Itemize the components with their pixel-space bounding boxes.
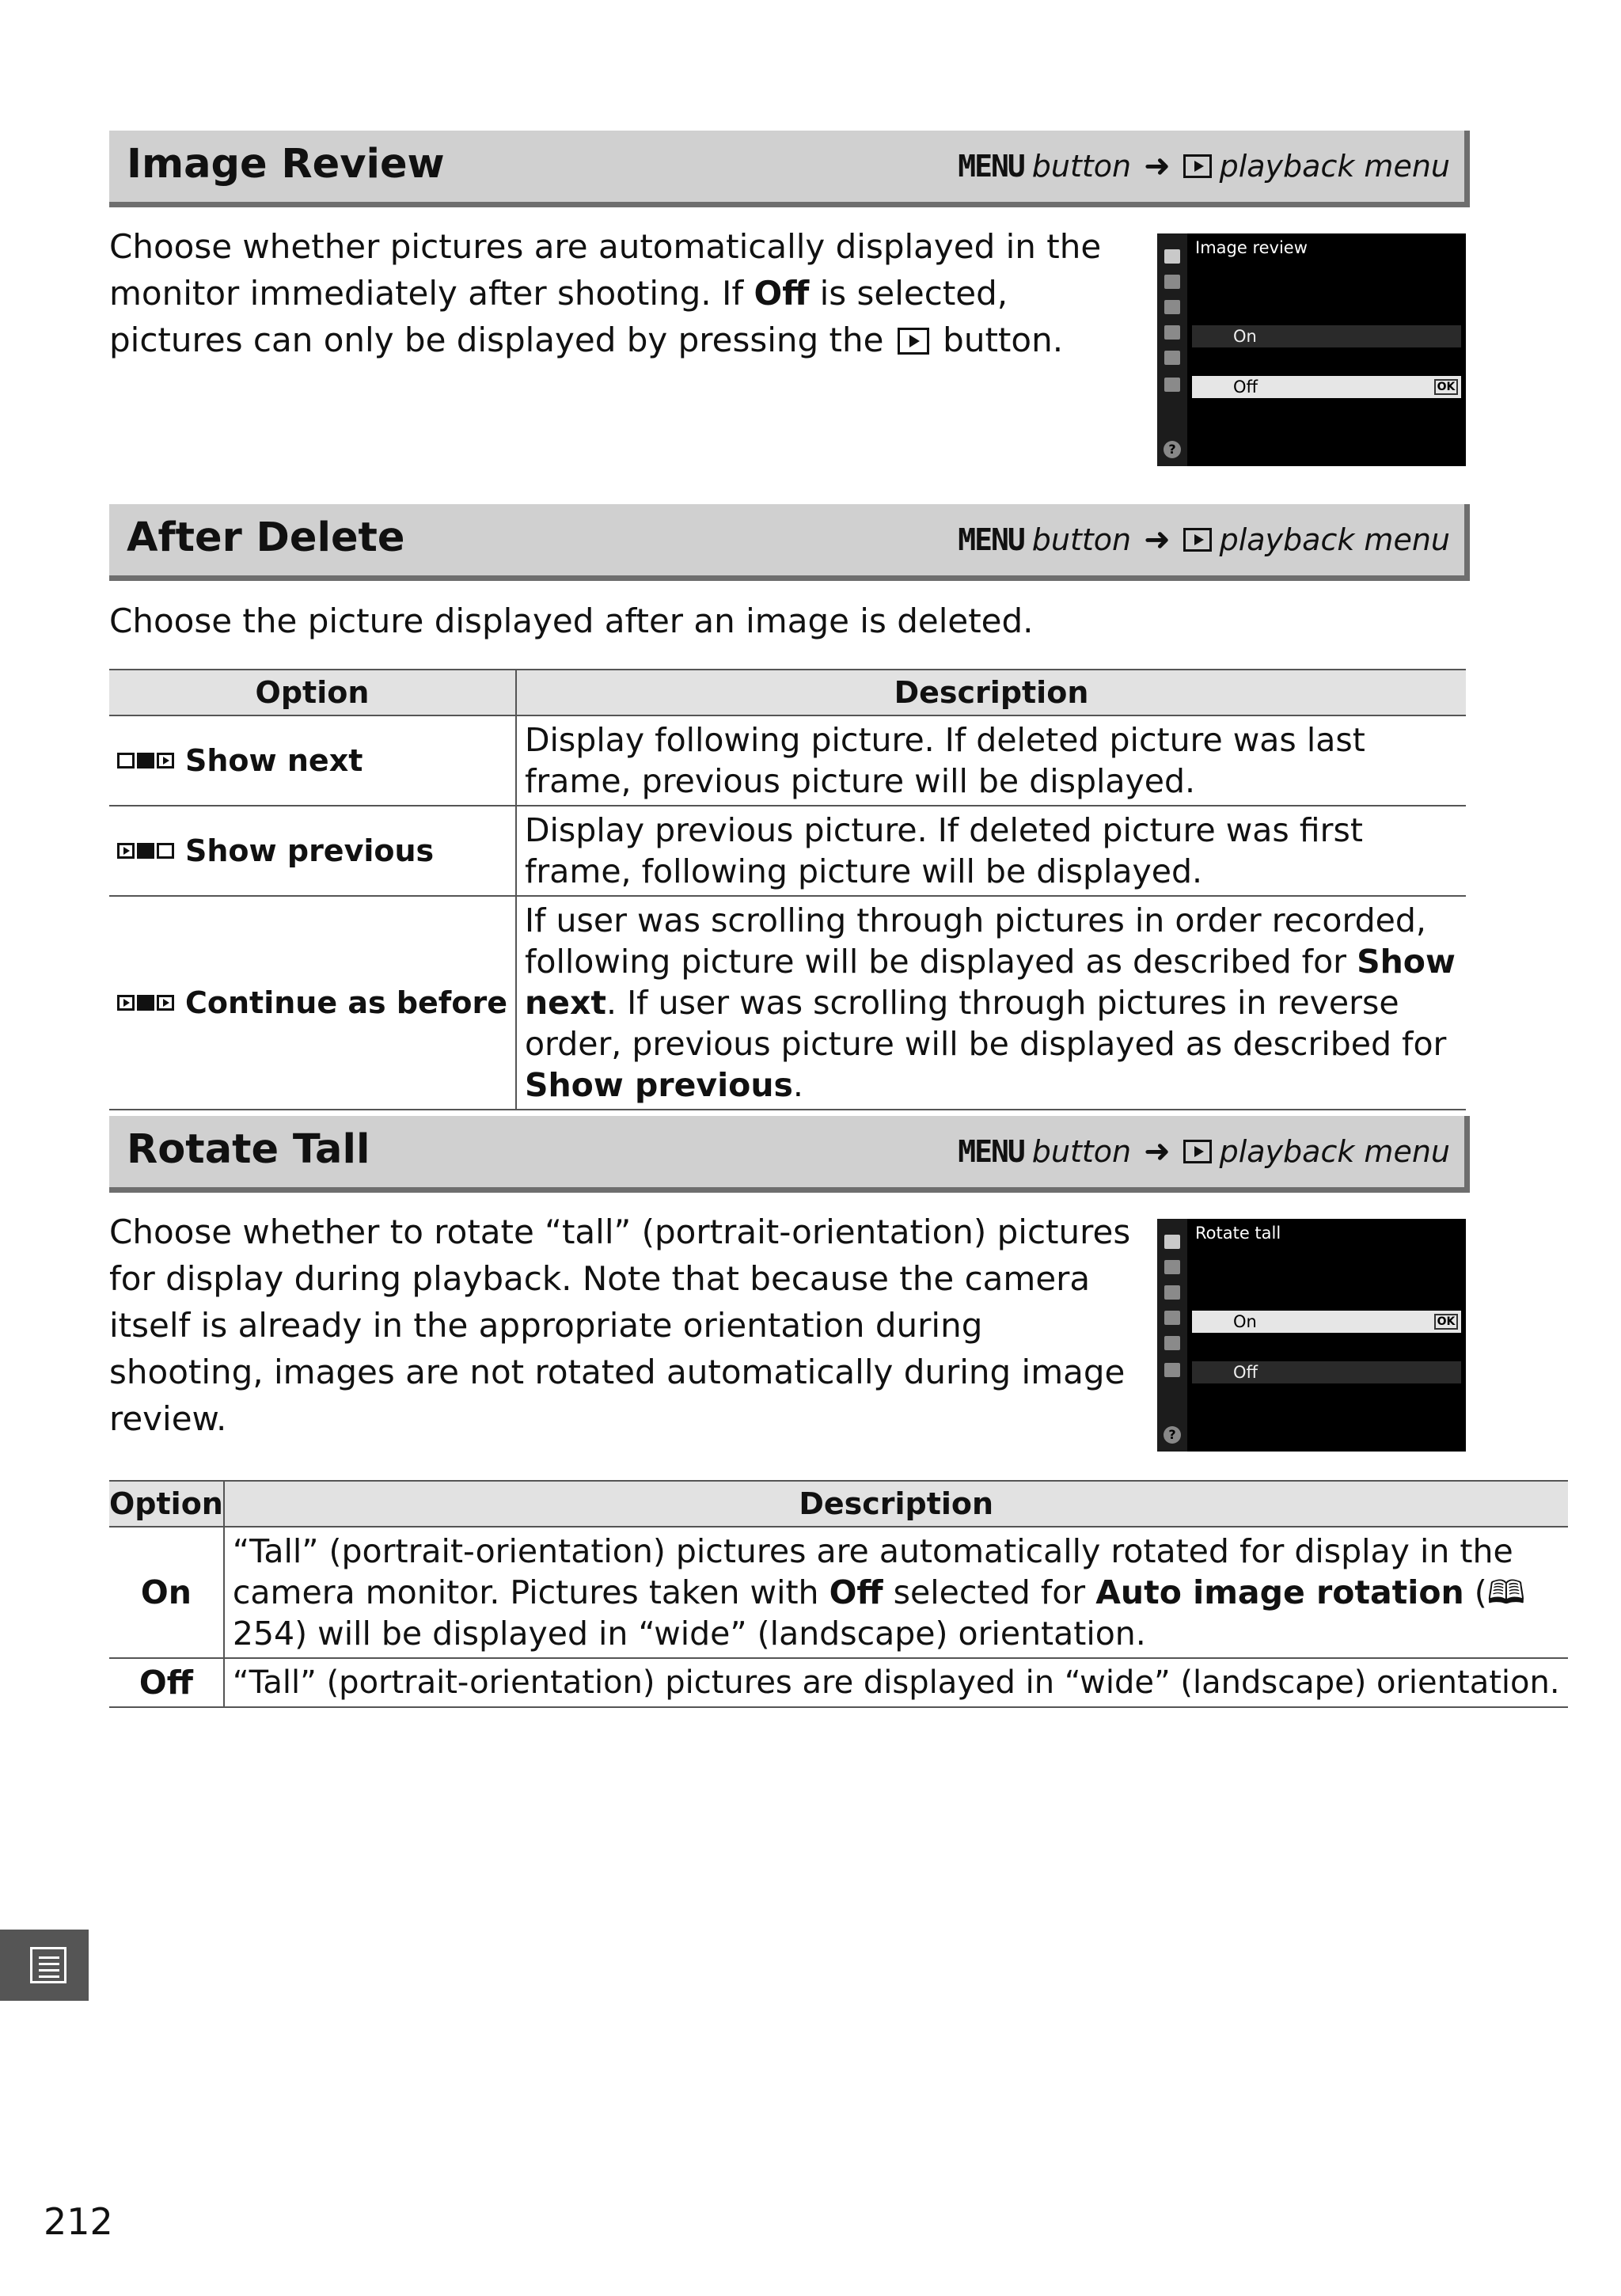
table-row [109,806,1466,896]
playback-icon [1183,154,1212,178]
arrow-icon: ➜ [1144,148,1171,184]
text-part: will be displayed in “wide” (landscape) orientation. [307,1615,1146,1653]
header-option: Option [109,1481,224,1527]
rotate-tall-header [109,1116,1470,1193]
show-next-icon [117,753,174,768]
text-part: “Tall” (portrait-orientation) pictures are automatically rotated for display in the camera monitor. Pictures taken with [232,1532,1513,1611]
page-reference: 254) [232,1615,308,1653]
description-cell: Display previous picture. If deleted picture was first frame, following picture will be displayed. [516,806,1466,896]
text-bold: Show previous [524,1066,793,1104]
section-title: Rotate Tall [127,1126,370,1173]
arrow-icon: ➜ [1144,522,1171,558]
playback-icon [1183,1140,1212,1163]
menu-name: playback menu [1219,522,1450,557]
button-word: button [1031,522,1132,557]
image-review-header [109,131,1470,207]
table-header-row [109,670,1466,715]
text-part: ( [1463,1573,1487,1611]
menu-path [958,1132,1450,1171]
header-description: Description [224,1481,1568,1527]
playback-icon [1183,528,1212,552]
wrench-tab-icon [1164,1311,1180,1325]
camera-option-off [1192,376,1461,398]
recent-tab-icon [1164,1363,1180,1377]
menu-label: MENU [958,522,1024,557]
after-delete-header [109,504,1470,581]
show-previous-icon [117,843,174,859]
camera-screen-rotate-tall [1157,1219,1466,1452]
text-part: button. [932,321,1064,359]
pencil-tab-icon [1164,300,1180,314]
camera-tab-icon [1164,1260,1180,1274]
description-cell [224,1527,1568,1658]
camera-option-off: Off [1192,1361,1461,1383]
camera-option-on: On [1192,325,1461,347]
menu-name: playback menu [1219,1134,1450,1169]
option-cell: Off [109,1658,224,1707]
description-cell [516,896,1466,1110]
text-part: selected for [883,1573,1096,1611]
option-cell [109,715,516,806]
help-icon: ? [1164,441,1181,458]
text-bold: Auto image rotation [1095,1573,1464,1611]
button-word: button [1031,149,1132,184]
book-reference-icon: 🕮 [1486,1573,1526,1611]
menu-label: MENU [958,1134,1024,1169]
recent-tab-icon [1164,378,1180,392]
arrow-icon: ➜ [1144,1133,1171,1170]
text-part: . If user was scrolling through pictures in reverse order, previous picture will be displayed as described for [524,984,1447,1063]
text-bold: Off [754,274,810,313]
option-cell: On [109,1527,224,1658]
table-row [109,1527,1568,1658]
text-bold: Off [829,1573,883,1611]
option-label: Off [1233,378,1258,397]
camera-tab-icon [1164,275,1180,289]
header-option: Option [109,670,516,715]
ok-icon: OK [1434,379,1458,395]
text-bold: Show next [524,943,1456,1022]
playback-icon [898,328,929,355]
chapter-tab [0,1930,89,2001]
menu-path [958,520,1450,560]
after-delete-table [109,669,1466,1110]
playback-tab-icon [1164,1235,1180,1249]
section-title: Image Review [127,141,445,188]
text-part: Choose whether pictures are automatically displayed in the monitor immediately after shooting. If [109,227,1102,313]
option-cell [109,806,516,896]
camera-menu-sidebar [1157,233,1187,466]
description-cell: “Tall” (portrait-orientation) pictures are displayed in “wide” (landscape) orientation. [224,1658,1568,1707]
camera-screen-image-review [1157,233,1466,466]
rotate-tall-text: Choose whether to rotate “tall” (portrait-orientation) pictures for display during playback. Note that because the camera itself is already in the appropriate orientation during shooting, images are not rotated automatically during image review. [109,1213,1131,1438]
text-part: is selected, pictures can only be displayed by pressing the [109,274,1008,359]
retouch-tab-icon [1164,1336,1180,1350]
header-description: Description [516,670,1466,715]
menu-label: MENU [958,149,1024,184]
pencil-tab-icon [1164,1285,1180,1300]
retouch-tab-icon [1164,351,1180,365]
camera-screen-title: Image review [1195,238,1308,257]
text-part: If user was scrolling through pictures in order recorded, following picture will be displayed as described for [524,901,1426,981]
description-cell: Display following picture. If deleted picture was last frame, previous picture will be displayed. [516,715,1466,806]
camera-option-on [1192,1311,1461,1333]
option-label: Show previous [185,833,435,868]
image-review-text [109,223,1130,363]
help-icon: ? [1164,1426,1181,1444]
option-cell [109,896,516,1110]
continue-as-before-icon [117,995,174,1011]
section-title: After Delete [127,514,405,561]
playback-tab-icon [1164,249,1180,264]
option-label: Continue as before [185,985,507,1020]
table-row [109,896,1466,1110]
ok-icon: OK [1434,1314,1458,1330]
menu-name: playback menu [1219,149,1450,184]
camera-menu-sidebar [1157,1219,1187,1452]
menu-list-icon [30,1947,66,1983]
table-row [109,1658,1568,1707]
page-number: 212 [44,2200,113,2243]
rotate-tall-table [109,1480,1568,1708]
table-header-row [109,1481,1568,1527]
option-label: Show next [185,743,363,778]
text-part: . [792,1066,803,1104]
camera-screen-title: Rotate tall [1195,1224,1281,1243]
wrench-tab-icon [1164,325,1180,340]
button-word: button [1031,1134,1132,1169]
menu-path [958,146,1450,186]
after-delete-intro: Choose the picture displayed after an image is deleted. [109,602,1034,640]
option-label: On [1233,1312,1257,1331]
table-row [109,715,1466,806]
